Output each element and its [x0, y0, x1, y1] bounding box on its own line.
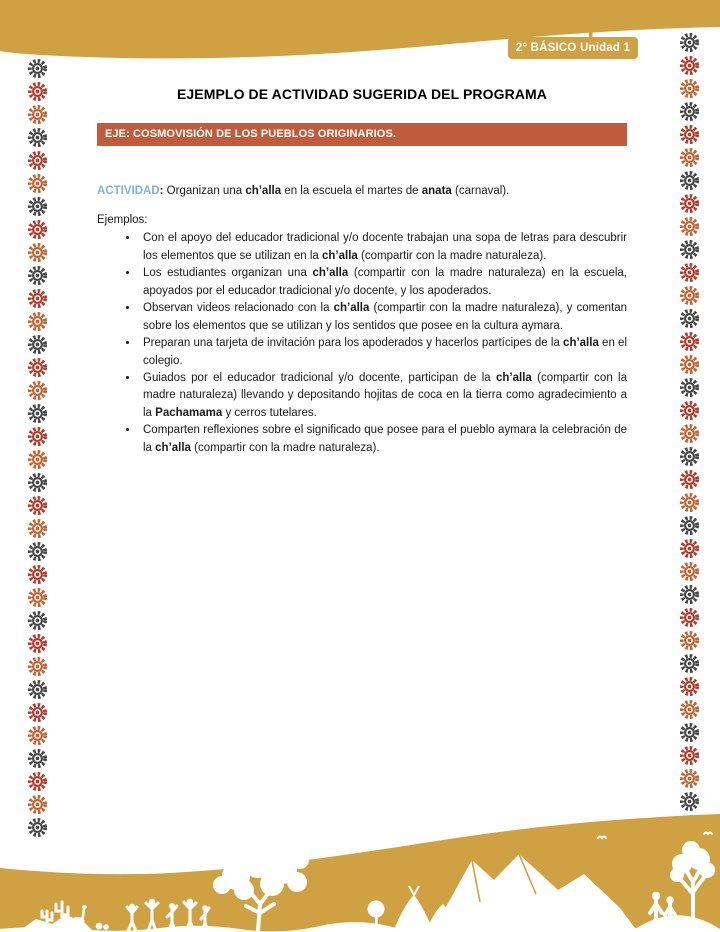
gear-motif-icon	[679, 676, 700, 697]
gear-motif-icon	[679, 216, 700, 237]
gear-motif-icon	[679, 515, 700, 536]
page-title: EJEMPLO DE ACTIVIDAD SUGERIDA DEL PROGRAMA	[176, 86, 548, 102]
gear-motif-icon	[27, 242, 48, 263]
gear-motif-icon	[679, 446, 700, 467]
gear-motif-icon	[679, 653, 700, 674]
gear-motif-icon	[27, 449, 48, 470]
examples-list	[97, 230, 627, 457]
gear-motif-icon	[679, 768, 700, 789]
gear-motif-icon	[679, 262, 700, 283]
gear-motif-icon	[679, 170, 700, 191]
gear-motif-icon	[27, 472, 48, 493]
gear-motif-icon	[679, 584, 700, 605]
gear-motif-icon	[27, 426, 48, 447]
activity-colon: :	[159, 185, 164, 197]
right-border-ornament	[679, 32, 700, 835]
gear-motif-icon	[679, 101, 700, 122]
gear-motif-icon	[27, 495, 48, 516]
gear-motif-icon	[27, 127, 48, 148]
gear-motif-icon	[27, 150, 48, 171]
bush-silhouette	[96, 923, 103, 930]
gear-motif-icon	[27, 748, 48, 769]
bush-silhouette	[103, 924, 109, 930]
unit-badge: 2° BÁSICO Unidad 1	[508, 37, 638, 59]
gear-motif-icon	[679, 607, 700, 628]
list-item: • Con el apoyo del educador tradicional y/o docente trabajan una sopa de letras para descubrir los elementos que se utilizan en la ch’alla (compartir con la madre naturaleza).	[139, 230, 627, 265]
gear-motif-icon	[27, 196, 48, 217]
gear-motif-icon	[679, 193, 700, 214]
activity-line	[97, 183, 627, 200]
gear-motif-icon	[679, 423, 700, 444]
gear-motif-icon	[27, 311, 48, 332]
activity-label: ACTIVIDAD	[97, 185, 160, 197]
gear-motif-icon	[27, 219, 48, 240]
gear-motif-icon	[27, 610, 48, 631]
gear-motif-icon	[27, 679, 48, 700]
gear-motif-icon	[679, 78, 700, 99]
gear-motif-icon	[27, 173, 48, 194]
list-item: • Guiados por el educador tradicional y/o docente, participan de la ch’alla (compartir con la madre naturaleza) llevando y depositando hojitas de coca en la tierra como agradecimiento a la Pachamama y cerros tutelares.	[139, 370, 627, 422]
gear-motif-icon	[679, 308, 700, 329]
gear-motif-icon	[679, 400, 700, 421]
gear-motif-icon	[27, 771, 48, 792]
gear-motif-icon	[27, 58, 48, 79]
eje-heading-bar: EJE: COSMOVISIÓN DE LOS PUEBLOS ORIGINARIOS.	[97, 123, 627, 146]
gear-motif-icon	[679, 239, 700, 260]
gear-motif-icon	[679, 561, 700, 582]
gear-motif-icon	[679, 377, 700, 398]
gear-motif-icon	[679, 538, 700, 559]
left-border-ornament	[27, 58, 48, 838]
gear-motif-icon	[27, 564, 48, 585]
list-item: • Observan videos relacionado con la ch’alla (compartir con la madre naturaleza), y comentan sobre los elementos que se utilizan y los sentidos que posee en la cultura aymara.	[139, 300, 627, 335]
gear-motif-icon	[679, 722, 700, 743]
gear-motif-icon	[27, 380, 48, 401]
gear-motif-icon	[27, 633, 48, 654]
list-item: • Los estudiantes organizan una ch’alla (compartir con la madre naturaleza) en la escuela, apoyados por el educador tradicional y/o docente, y los apoderados.	[139, 265, 627, 300]
document-content	[97, 86, 627, 457]
gear-motif-icon	[27, 518, 48, 539]
gear-motif-icon	[679, 124, 700, 145]
gear-motif-icon	[27, 265, 48, 286]
gear-motif-icon	[679, 469, 700, 490]
footer-landscape	[0, 812, 720, 932]
gear-motif-icon	[679, 492, 700, 513]
gear-motif-icon	[679, 791, 700, 812]
gear-motif-icon	[27, 403, 48, 424]
gear-motif-icon	[27, 334, 48, 355]
gear-motif-icon	[27, 702, 48, 723]
gear-motif-icon	[679, 745, 700, 766]
gear-motif-icon	[679, 331, 700, 352]
list-item: • Comparten reflexiones sobre el significado que posee para el pueblo aymara la celebración de la ch’alla (compartir con la madre naturaleza).	[139, 422, 627, 457]
examples-heading: Ejemplos:	[97, 214, 148, 227]
activity-text: Organizan una ch’alla en la escuela el martes de anata (carnaval).	[163, 185, 510, 197]
gear-motif-icon	[679, 55, 700, 76]
gear-motif-icon	[27, 81, 48, 102]
gear-motif-icon	[27, 587, 48, 608]
gear-motif-icon	[679, 285, 700, 306]
gear-motif-icon	[679, 147, 700, 168]
list-item: • Preparan una tarjeta de invitación para los apoderados y hacerlos partícipes de la ch’alla en el colegio.	[139, 335, 627, 370]
gear-motif-icon	[27, 656, 48, 677]
gear-motif-icon	[679, 32, 700, 53]
gear-motif-icon	[27, 288, 48, 309]
gear-motif-icon	[679, 354, 700, 375]
gear-motif-icon	[679, 699, 700, 720]
gear-motif-icon	[27, 725, 48, 746]
gear-motif-icon	[679, 630, 700, 651]
gear-motif-icon	[27, 104, 48, 125]
gear-motif-icon	[27, 541, 48, 562]
header-wave	[0, 0, 720, 70]
gear-motif-icon	[27, 357, 48, 378]
